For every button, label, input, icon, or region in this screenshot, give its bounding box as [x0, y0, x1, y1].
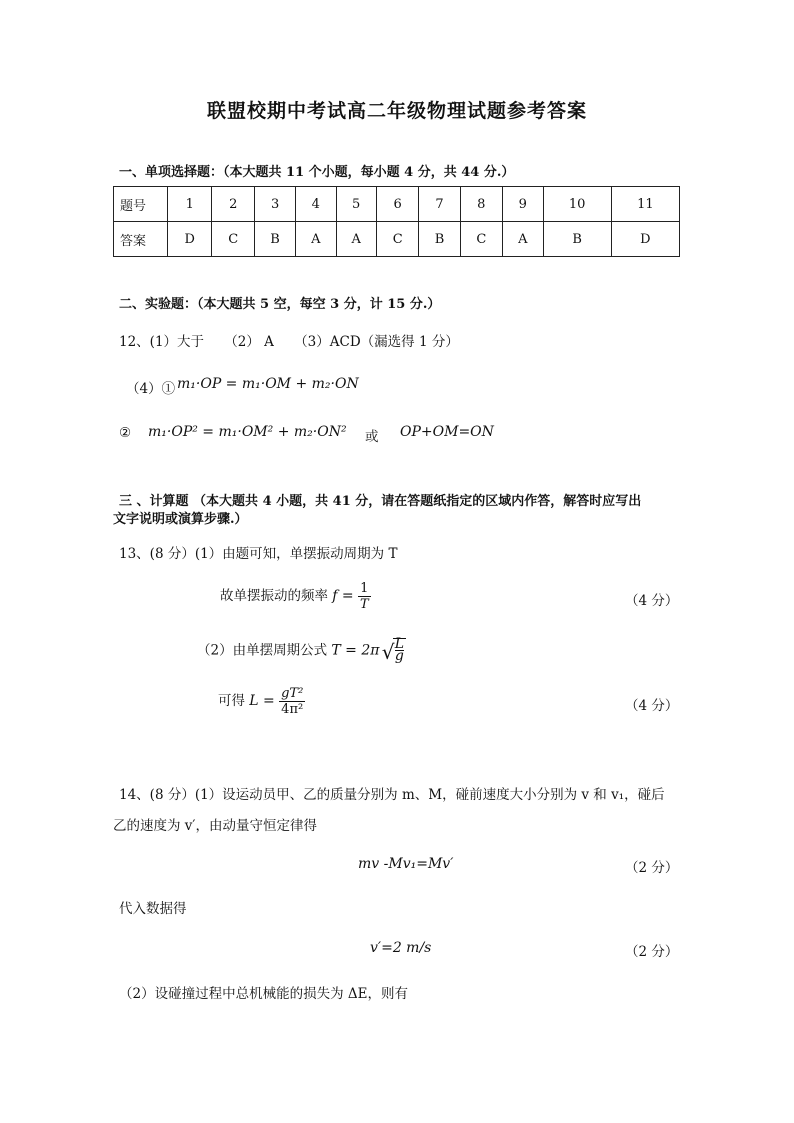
table-cell: 1: [168, 187, 212, 222]
q14-part2: （2）设碰撞过程中总机械能的损失为 ΔE，则有: [119, 986, 408, 1002]
q13-frequency-fraction: [358, 581, 371, 612]
q13-frequency: [220, 581, 371, 612]
q13-intro: 13、(8 分）(1）由题可知，单摆振动周期为 T: [119, 546, 398, 562]
page-title: 联盟校期中考试高二年级物理试题参考答案: [206, 100, 587, 122]
q13-period-radicand: [393, 638, 406, 662]
table-cell: 4: [296, 187, 336, 222]
table-cell: 3: [255, 187, 296, 222]
fraction-denominator: T: [359, 597, 369, 612]
q13-period-text: （2）由单摆周期公式: [197, 642, 328, 659]
table-cell: B: [543, 222, 611, 257]
q12-5-prefix: ②: [119, 425, 132, 441]
q14-equation-velocity-score: （2 分）: [625, 944, 679, 960]
table-cell: A: [296, 222, 336, 257]
q13-length-lhs: L =: [249, 693, 275, 709]
section1-heading: 一、单项选择题：（本大题共 11 个小题，每小题 4 分，共 44 分.）: [119, 165, 515, 180]
q13-frequency-score: （4 分）: [625, 593, 679, 609]
q13-frequency-text: 故单摆振动的频率: [220, 588, 328, 604]
table-cell: C: [376, 222, 419, 257]
table-cell: A: [503, 222, 543, 257]
table-cell: 6: [376, 187, 419, 222]
table-cell: D: [611, 222, 679, 257]
fraction-numerator: gT²: [281, 686, 304, 701]
table-row-answers: [114, 222, 680, 257]
table-cell: C: [460, 222, 503, 257]
table-cell: 10: [543, 187, 611, 222]
q13-period: [197, 638, 406, 664]
answer-table: [113, 186, 680, 257]
q14-substitute-text: 代入数据得: [119, 901, 187, 917]
q14-equation-momentum-score: （2 分）: [625, 860, 679, 876]
q12-5-alt: OP+OM=ON: [400, 424, 494, 440]
q13-period-lhs: T = 2π: [331, 642, 380, 659]
section3-heading-line2: 文字说明或演算步骤.）: [113, 512, 248, 527]
table-cell: 8: [460, 187, 503, 222]
q13-length: [218, 686, 305, 717]
table-cell: B: [419, 222, 460, 257]
q12-5-or: 或: [365, 429, 379, 445]
table-cell: A: [336, 222, 376, 257]
q12-5-equation: m₁·OP² = m₁·OM² + m₂·ON²: [148, 424, 347, 440]
q12-4-equation: m₁·OP = m₁·OM + m₂·ON: [177, 376, 359, 392]
table-cell: B: [255, 222, 296, 257]
radicand-denominator: g: [394, 648, 404, 664]
q14-equation-velocity: v′=2 m/s: [370, 940, 432, 956]
q13-length-text: 可得: [218, 693, 245, 709]
q13-frequency-lhs: f =: [332, 588, 354, 604]
sqrt-icon: [384, 638, 406, 664]
table-cell: 11: [611, 187, 679, 222]
table-row-numbers: [114, 187, 680, 222]
q12-line1: 12、(1）大于 （2） A （3）ACD（漏选得 1 分）: [119, 334, 459, 350]
q14-equation-momentum: mv -Mv₁=Mv′: [358, 856, 454, 872]
row-label-answers: 答案: [114, 222, 168, 257]
fraction-denominator: 4π²: [281, 702, 304, 717]
q12-4-prefix: （4）①: [126, 381, 176, 397]
q13-length-fraction: [279, 686, 305, 717]
table-cell: 9: [503, 187, 543, 222]
q14-intro-line1: 14、(8 分）(1）设运动员甲、乙的质量分别为 m、M，碰前速度大小分别为 v 和 v₁，碰后: [119, 787, 665, 803]
table-cell: 7: [419, 187, 460, 222]
section3-heading-line1: 三 、计算题 （本大题共 4 小题，共 41 分，请在答题纸指定的区域内作答，解答时应写出: [119, 494, 642, 509]
table-cell: 5: [336, 187, 376, 222]
fraction-numerator: 1: [358, 581, 371, 597]
table-cell: C: [212, 222, 255, 257]
table-cell: 2: [212, 187, 255, 222]
row-label-numbers: 题号: [114, 187, 168, 222]
radicand-numerator: √ L: [394, 636, 405, 652]
q13-length-score: （4 分）: [625, 698, 679, 714]
table-cell: D: [168, 222, 212, 257]
q14-intro-line2: 乙的速度为 v′，由动量守恒定律得: [113, 818, 317, 834]
section2-heading: 二、实验题：（本大题共 5 空，每空 3 分，计 15 分.）: [119, 297, 441, 312]
